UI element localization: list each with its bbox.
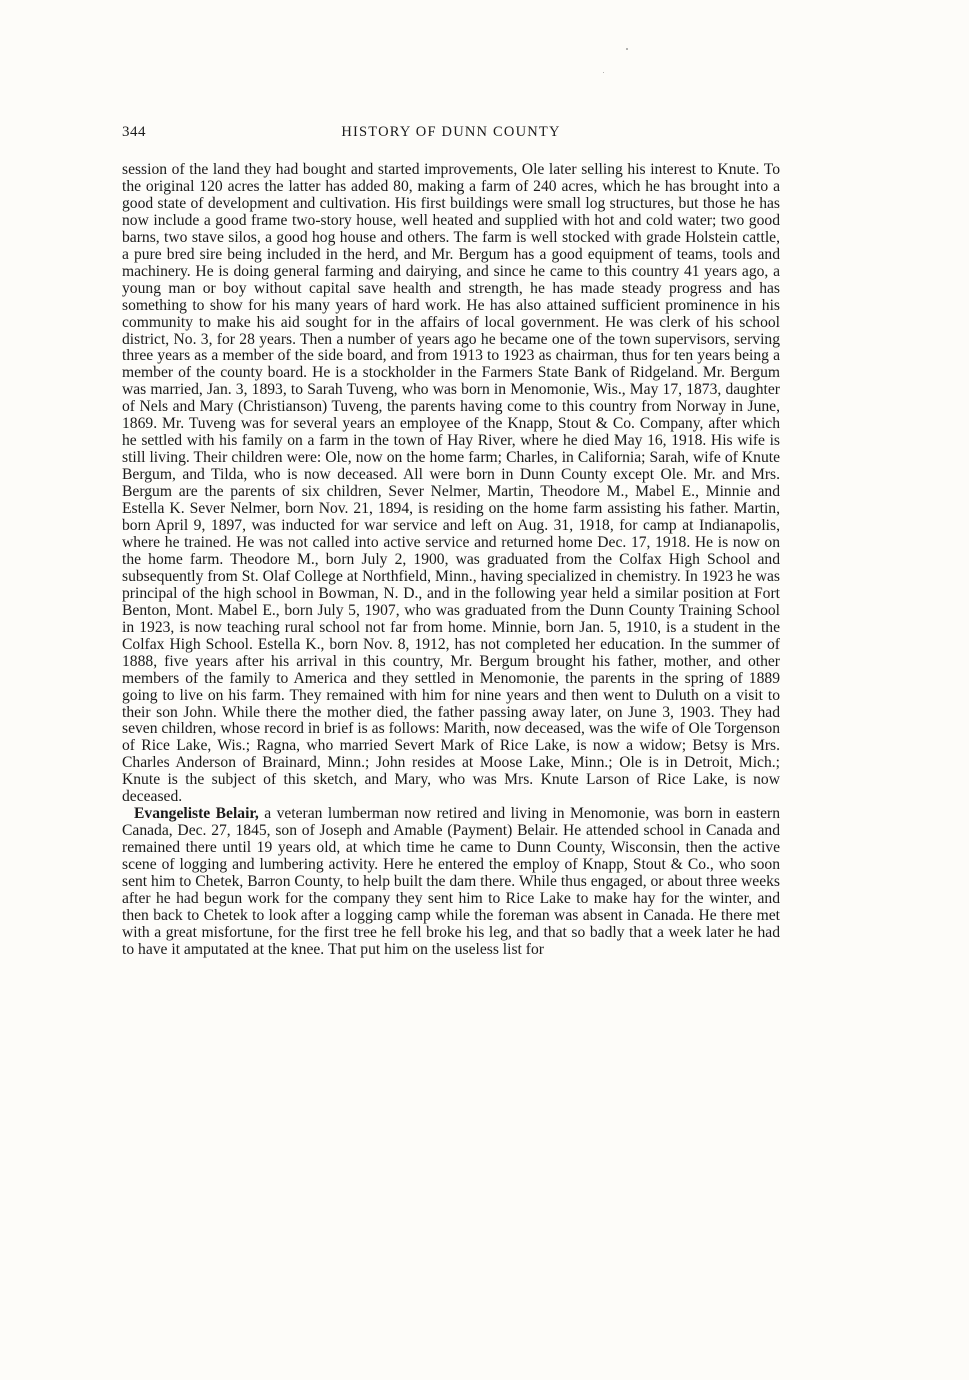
running-title: HISTORY OF DUNN COUNTY [341, 124, 561, 140]
book-page [122, 124, 780, 959]
paper-speck [626, 48, 628, 50]
biography-subject-name: Evangeliste Belair, [134, 805, 259, 823]
paper-speck [603, 72, 604, 73]
page-number: 344 [122, 124, 146, 140]
biography-paragraph-bergum: session of the land they had bought and started improvements, Ole later selling his interest to Knute. To the original 120 acres the latter has added 80, making a farm of 240 acres, which he has brought into a good state of development and cultivation. His first buildings were small log structures, but those he has now include a good frame two-story house, well heated and supplied with hot and cold water; two good barns, two stave silos, a good hog house and others. The farm is well stocked with grade Holstein cattle, a pure bred sire being included in the herd, and Mr. Bergum has a good equipment of teams, tools and machinery. He is doing general farming and dairying, and since he came to this country 41 years ago, a young man or boy without capital save health and strength, he has made steady progress and has something to show for his many years of hard work. He has also attained sufficient prominence in his community to make his aid sought for in the affairs of local government. He was clerk of his school district, No. 3, for 28 years. Then a number of years ago he became one of the town supervisors, serving three years as a member of the side board, and from 1913 to 1923 as chairman, thus for ten years being a member of the county board. He is a stockholder in the Farmers State Bank of Ridgeland. Mr. Bergum was married, Jan. 3, 1893, to Sarah Tuveng, who was born in Menomonie, Wis., May 17, 1873, daughter of Nels and Mary (Christianson) Tuveng, the parents having come to this country from Norway in June, 1869. Mr. Tuveng was for several years an employee of the Knapp, Stout & Co. Company, after which he settled with his family on a farm in the town of Hay River, where he died May 16, 1918. His wife is still living. Their children were: Ole, now on the home farm; Charles, in California; Sarah, wife of Knute Bergum, and Tilda, who is now deceased. All were born in Dunn County except Ole. Mr. and Mrs. Bergum are the parents of six children, Sever Nelmer, Martin, Theodore M., Mabel E., Minnie and Estella K. Sever Nelmer, born Nov. 21, 1894, is residing on the home farm assisting his father. Martin, born April 9, 1897, was inducted for war service and left on Aug. 31, 1918, for camp at Indianapolis, where he trained. He was not called into active service and returned home Dec. 17, 1918. He is now on the home farm. Theodore M., born July 2, 1900, was graduated from the Colfax High School and subsequently from St. Olaf College at Northfield, Minn., having specialized in chemistry. In 1923 he was principal of the high school in Bowman, N. D., and in the following year held a similar position at Fort Benton, Mont. Mabel E., born July 5, 1907, who was graduated from the Dunn County Training School in 1923, is now teaching rural school not far from home. Minnie, born Jan. 5, 1910, is a student in the Colfax High School. Estella K., born Nov. 8, 1912, has not completed her education. In the summer of 1888, five years after his arrival in this country, Mr. Bergum brought his father, mother, and other members of the family to America and they settled in Menomonie, the parents in the spring of 1889 going to live on his farm. They remained with him for nine years and then went to Duluth on a visit to their son John. While there the mother died, the father passing away later, on June 3, 1903. They had seven children, whose record in brief is as follows: Marith, now deceased, was the wife of Ole Torgenson of Rice Lake, Wis.; Ragna, who married Severt Mark of Rice Lake, is now a widow; Betsy is Mrs. Charles Anderson of Brainard, Minn.; John resides at Moose Lake, Minn.; Ole is in Detroit, Mich.; Knute is the subject of this sketch, and Mary, who was Mrs. Knute Larson of Rice Lake, is now deceased. [122, 161, 780, 806]
running-head [122, 124, 780, 144]
biography-text: a veteran lumberman now retired and living in Menomonie, was born in eastern Canada, Dec. 27, 1845, son of Joseph and Amable (Payment) Belair. He attended school in Canada and remained there until 19 years old, at which time he came to Dunn County, Wisconsin, then the active scene of logging and lumbering activity. Here he entered the employ of Knapp, Stout & Co., who soon sent him to Chetek, Barron County, to help built the dam there. While thus engaged, or about three weeks after he had begun work for the company they sent him to Rice Lake to make hay for the winter, and then back to Chetek to look after a logging camp while the foreman was absent in Canada. He there met with a great misfortune, for the first tree he fell broke his leg, and that so badly that a week later he had to have it amputated at the knee. That put him on the useless list for [122, 805, 780, 958]
biography-paragraph-belair [122, 806, 780, 959]
